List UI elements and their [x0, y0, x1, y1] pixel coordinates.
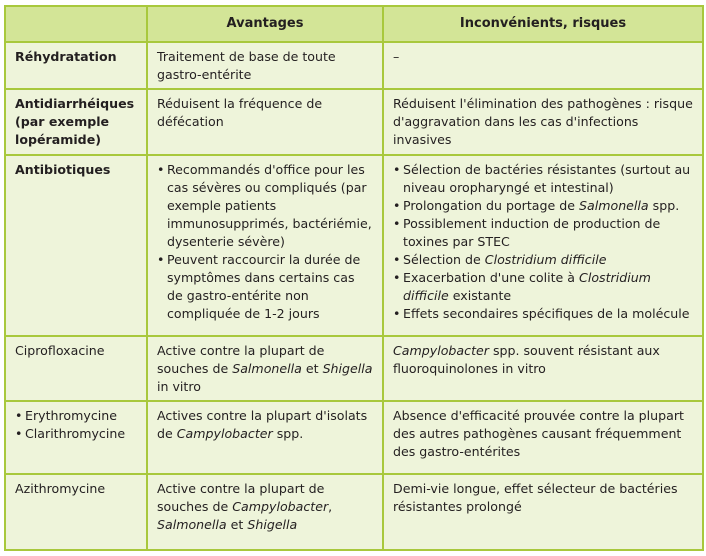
italic-term: Shigella	[322, 361, 373, 377]
drawback-cell	[383, 336, 703, 401]
drawback-list	[393, 161, 693, 323]
text-segment: Possiblement induction de production de toxines par STEC	[403, 216, 661, 250]
list-item	[393, 305, 693, 323]
table-row	[5, 474, 703, 550]
list-item	[393, 269, 693, 305]
text-segment: Actives contre la plupart d'isolats de	[157, 408, 368, 442]
header-inconvenients: Inconvénients, risques	[383, 6, 703, 42]
list-item: • Peuvent raccourcir la durée de symptômes dans certains cas de gastro-entérite non compliquée de 1-2 jours	[157, 251, 373, 323]
header-avantages: Avantages	[147, 6, 383, 42]
row-label	[5, 401, 147, 473]
row-label: Réhydratation	[5, 42, 147, 89]
advantage-cell: Réduisent la fréquence de défécation	[147, 89, 383, 155]
advantage-cell	[147, 155, 383, 336]
row-label: Ciprofloxacine	[5, 336, 147, 401]
drawback-cell: Absence d'efficacité prouvée contre la plupart des autres pathogènes causant fréquemment des gastro-entérites	[383, 401, 703, 473]
text-segment: spp. souvent résistant aux fluoroquinolones in vitro	[393, 343, 660, 377]
advantage-cell: Traitement de base de toute gastro-entérite	[147, 42, 383, 89]
text-segment: Active contre la plupart de souches de	[157, 343, 325, 377]
row-label: Azithromycine	[5, 474, 147, 550]
text-segment: et	[301, 361, 323, 377]
table-row	[5, 89, 703, 155]
italic-term: Campylobacter	[176, 426, 273, 442]
advantage-cell	[147, 336, 383, 401]
drug-list	[15, 407, 137, 443]
text-segment: Effets secondaires spécifiques de la molécule	[403, 306, 690, 322]
drawback-cell	[383, 155, 703, 336]
list-item	[393, 161, 693, 197]
italic-term: Clostridium difficile	[484, 252, 607, 268]
row-label: Antibiotiques	[5, 155, 147, 336]
italic-term: Shigella	[247, 516, 298, 532]
list-item: • Recommandés d'office pour les cas sévères ou compliqués (par exemple patients immunosupprimés, bactériémie, dysenterie sévère)	[157, 161, 373, 251]
list-item: • Erythromycine	[15, 407, 137, 425]
drawback-cell: –	[383, 42, 703, 89]
comparison-table	[4, 5, 704, 551]
advantage-cell	[147, 474, 383, 550]
italic-term: Clostridium difficile	[403, 270, 651, 304]
italic-term: Salmonella	[232, 361, 302, 377]
table-row	[5, 42, 703, 89]
italic-term: Campylobacter	[232, 498, 329, 514]
text-segment: Active contre la plupart de souches de	[157, 480, 325, 514]
drawback-cell: Réduisent l'élimination des pathogènes : risque d'aggravation dans les cas d'infections invasives	[383, 89, 703, 155]
advantage-cell	[147, 401, 383, 473]
text-segment: spp.	[648, 198, 680, 214]
italic-term: Salmonella	[157, 516, 227, 532]
text-segment: Exacerbation d'une colite à	[403, 270, 580, 286]
list-item	[393, 197, 693, 215]
table-row	[5, 401, 703, 473]
text-segment: Sélection de	[403, 252, 485, 268]
list-item	[393, 251, 693, 269]
drawback-cell: Demi-vie longue, effet sélecteur de bactéries résistantes prolongé	[383, 474, 703, 550]
text-segment: existante	[448, 288, 512, 304]
text-segment: Sélection de bactéries résistantes (surtout au niveau oropharyngé et intestinal)	[403, 162, 691, 196]
header-row	[5, 6, 703, 42]
table-row	[5, 336, 703, 401]
italic-term: Salmonella	[579, 198, 649, 214]
row-label: Antidiarrhéiques (par exemple lopéramide)	[5, 89, 147, 155]
italic-term: Campylobacter	[393, 343, 489, 359]
text-segment: Prolongation du portage de	[403, 198, 580, 214]
list-item	[393, 215, 693, 251]
text-segment: in vitro	[157, 379, 201, 395]
header-empty	[5, 6, 147, 42]
table-row	[5, 155, 703, 336]
list-item: • Clarithromycine	[15, 425, 137, 443]
text-segment: ,	[328, 498, 333, 514]
advantage-list	[157, 161, 373, 323]
text-segment: spp.	[272, 426, 304, 442]
text-segment: et	[226, 516, 248, 532]
